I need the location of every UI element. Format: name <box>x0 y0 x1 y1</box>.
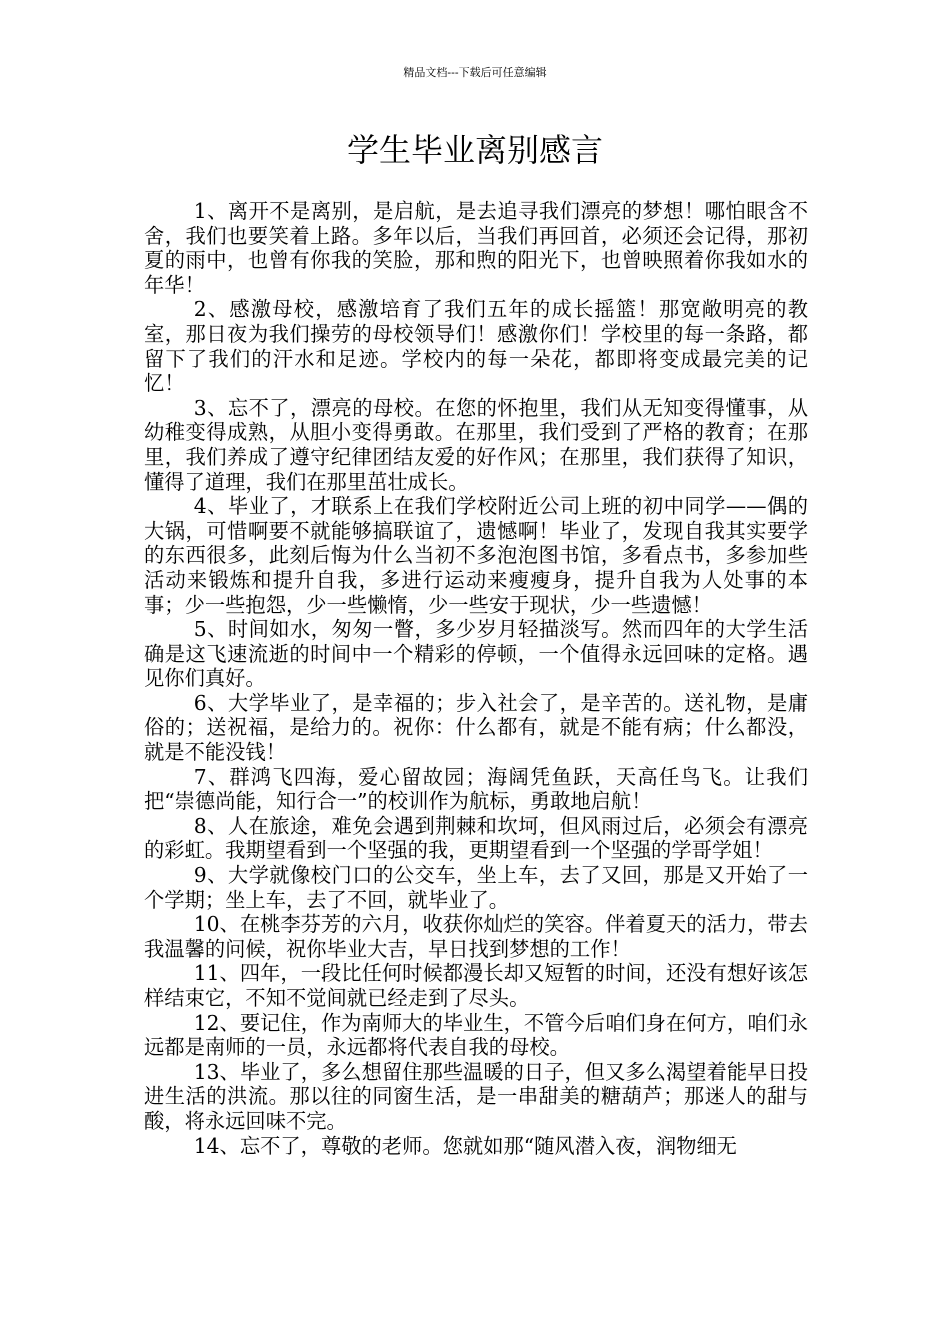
paragraph-10: 10、在桃李芬芳的六月，收获你灿烂的笑容。伴着夏天的活力，带去我温馨的问候，祝你毕业大吉，早日找到梦想的工作！ <box>144 912 808 961</box>
paragraph-14: 14、忘不了，尊敬的老师。您就如那“随风潜入夜，润物细无 <box>193 1133 737 1158</box>
paragraph-7: 7、群鸿飞四海，爱心留故园；海阔凭鱼跃，天高任鸟飞。让我们把“崇德尚能，知行合一”的校训作为航标，勇敢地启航！ <box>144 764 808 814</box>
document-body <box>144 199 808 1158</box>
paragraph-9: 9、大学就像校门口的公交车，坐上车，去了又回，那是又开始了一个学期；坐上车，去了不回，就毕业了。 <box>144 863 808 912</box>
paragraph-6: 6、大学毕业了，是幸福的；步入社会了，是辛苦的。送礼物，是庸俗的；送祝福，是给力的。祝你：什么都有，就是不能有病；什么都没，就是不能没钱！ <box>144 690 808 765</box>
paragraph-8: 8、人在旅途，难免会遇到荆棘和坎坷，但风雨过后，必须会有漂亮的彩虹。我期望看到一个坚强的我，更期望看到一个坚强的学哥学姐！ <box>144 813 808 863</box>
page-header: 精品文档---下载后可任意编辑 <box>403 66 547 79</box>
paragraph-11: 11、四年，一段比任何时候都漫长却又短暂的时间，还没有想好该怎样结束它，不知不觉间就已经走到了尽头。 <box>144 961 808 1010</box>
paragraph-3: 3、忘不了，漂亮的母校。在您的怀抱里，我们从无知变得懂事，从幼稚变得成熟，从胆小变得勇敢。在那里，我们受到了严格的教育；在那里，我们养成了遵守纪律团结友爱的好作风；在那里，我们获得了知识，懂得了道理，我们在那里茁壮成长。 <box>144 395 808 494</box>
paragraph-4: 4、毕业了，才联系上在我们学校附近公司上班的初中同学——偶的大锅，可惜啊要不就能够搞联谊了，遗憾啊！毕业了，发现自我其实要学的东西很多，此刻后悔为什么当初不多泡泡图书馆，多看点书，多参加些活动来锻炼和提升自我，多进行运动来瘦瘦身，提升自我为人处事的本事；少一些抱怨，少一些懒惰，少一些安于现状，少一些遗憾！ <box>144 494 808 617</box>
paragraph-12: 12、要记住，作为南师大的毕业生，不管今后咱们身在何方，咱们永远都是南师的一员，永远都将代表自我的母校。 <box>144 1010 808 1060</box>
paragraph-1: 1、离开不是离别，是启航，是去追寻我们漂亮的梦想！哪怕眼含不舍，我们也要笑着上路。多年以后，当我们再回首，必须还会记得，那初夏的雨中，也曾有你我的笑脸，那和煦的阳光下，也曾映照着你我如水的年华！ <box>144 199 808 297</box>
document-title: 学生毕业离别感言 <box>346 131 603 169</box>
paragraph-2: 2、感激母校，感激培育了我们五年的成长摇篮！那宽敞明亮的教室，那日夜为我们操劳的母校领导们！感激你们！学校里的每一条路，都留下了我们的汗水和足迹。学校内的每一朵花，都即将变成最完美的记忆！ <box>144 297 808 396</box>
paragraph-5: 5、时间如水，匆匆一瞥，多少岁月轻描淡写。然而四年的大学生活确是这飞速流逝的时间中一个精彩的停顿，一个值得永远回味的定格。遇见你们真好。 <box>144 617 808 691</box>
paragraph-13: 13、毕业了，多么想留住那些温暖的日子，但又多么渴望着能早日投进生活的洪流。那以往的同窗生活，是一串甜美的糖葫芦；那迷人的甜与酸，将永远回味不完。 <box>144 1059 808 1133</box>
